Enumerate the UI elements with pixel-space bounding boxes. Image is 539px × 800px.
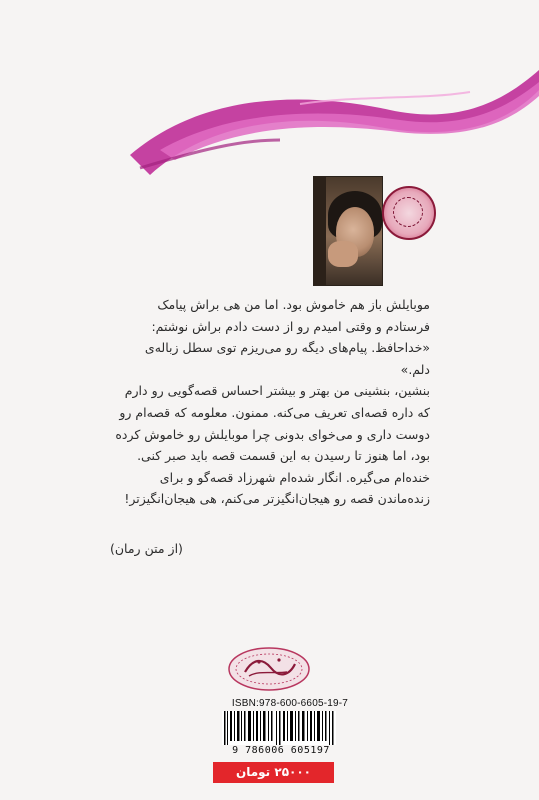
excerpt-paragraph-3: بنشین، بنشینی من بهتر و بیشتر احساس قصه‌گویی رو دارم که داره قصه‌ای تعریف می‌کنه. ممنون. معلومه که قصه‌ام رو دوست داری و می‌خوای بدونی چرا موبایلش رو خاموش کرده بود، اما هنوز تا رسیدن به این قسمت قصه باید صبر کنی. خنده‌ام می‌گیره. انگار شده‌ام شهرزاد قصه‌گو و برای زنده‌ماندن قصه رو هیجان‌انگیزتر می‌کنم، هی هیجان‌انگیزتر! — [115, 383, 430, 507]
price-tag: ۲۵۰۰۰ تومان — [213, 762, 334, 783]
barcode-digits: 9 786006 605197 — [232, 745, 330, 756]
isbn-label: ISBN:978-600-6605-19-7 — [231, 698, 349, 709]
excerpt-paragraph-2: «خداحافظ. پیام‌های دیگه رو می‌ریزم توی سطل زباله‌ی دلم.» — [144, 340, 430, 377]
excerpt-paragraph-1: موبایلش باز هم خاموش بود. اما من هی براش پیامک فرستادم و وقتی امیدم رو از دست دادم براش نوشتم: — [151, 297, 430, 334]
excerpt-source: (از متن رمان) — [110, 541, 183, 556]
publisher-seal-icon — [382, 186, 436, 240]
publisher-logo-icon — [227, 646, 311, 692]
barcode-icon — [222, 711, 336, 745]
author-photo — [313, 176, 383, 286]
pink-brush-swoosh — [0, 0, 539, 200]
excerpt-text — [115, 294, 430, 510]
